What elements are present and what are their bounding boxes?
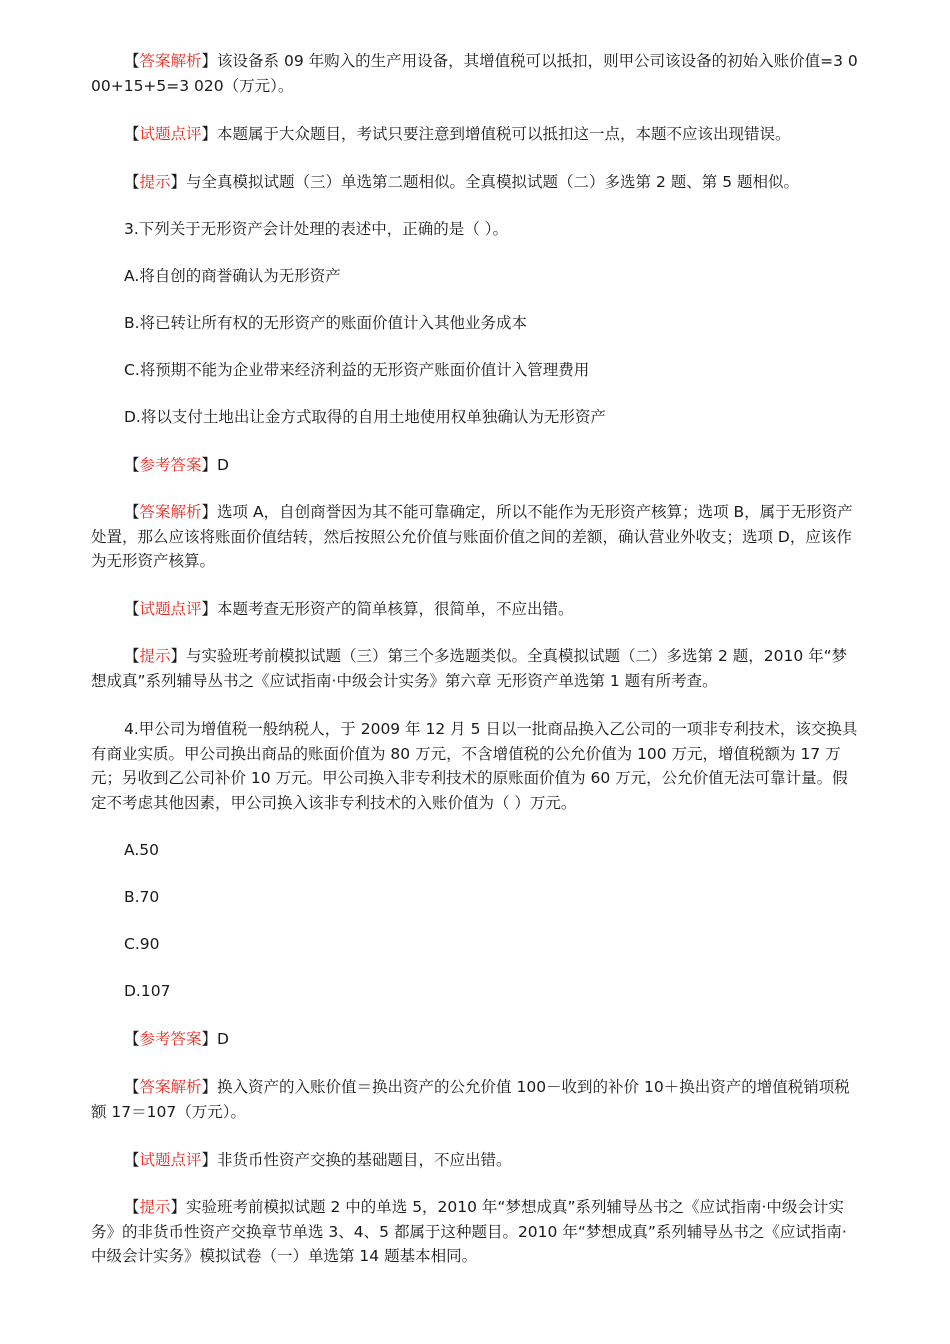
comment-label: 试题点评 xyxy=(139,600,202,618)
option-c: C.将预期不能为企业带来经济利益的无形资产账面价值计入管理费用 xyxy=(124,361,590,379)
option-d: D.107 xyxy=(124,982,171,1000)
reference-answer-text: D xyxy=(217,456,229,474)
comment-label: 试题点评 xyxy=(139,1151,202,1169)
hint-block: 【提示】与实验班考前模拟试题（三）第三个多选题类似。全真模拟试题（二）多选第 2 题，2010 年“梦想成真”系列辅导丛书之《应试指南·中级会计实务》第六章 无形资产单选第 1 题有所考查。 xyxy=(91,647,848,690)
answer-analysis-block: 【答案解析】该设备系 09 年购入的生产用设备，其增值税可以抵扣，则甲公司该设备的初始入账价值=3 000+15+5=3 020（万元）。 xyxy=(91,52,858,95)
option-c: C.90 xyxy=(124,935,160,953)
answer-analysis-block: 【答案解析】换入资产的入账价值＝换出资产的公允价值 100－收到的补价 10＋换出资产的增值税销项税额 17＝107（万元）。 xyxy=(91,1078,850,1121)
comment-block: 【试题点评】非货币性资产交换的基础题目，不应出错。 xyxy=(124,1151,512,1169)
reference-answer-text: D xyxy=(217,1030,229,1048)
hint-text: 与实验班考前模拟试题（三）第三个多选题类似。全真模拟试题（二）多选第 2 题，2010 年“梦想成真”系列辅导丛书之《应试指南·中级会计实务》第六章 无形资产单选第 1 题有所考查。 xyxy=(91,647,848,690)
hint-label: 提示 xyxy=(139,173,171,191)
answer-analysis-text: 该设备系 09 年购入的生产用设备，其增值税可以抵扣，则甲公司该设备的初始入账价值=3 000+15+5=3 020（万元）。 xyxy=(91,52,858,95)
comment-block: 【试题点评】本题考查无形资产的简单核算，很简单，不应出错。 xyxy=(124,600,574,618)
hint-block: 【提示】实验班考前模拟试题 2 中的单选 5，2010 年“梦想成真”系列辅导丛书之《应试指南·中级会计实务》的非货币性资产交换章节单选 3、4、5 都属于这种题目。2010 年“梦想成真”系列辅导丛书之《应试指南·中级会计实务》模拟试卷（一）单选第 14 题基本相同。 xyxy=(91,1198,847,1265)
comment-text: 本题考查无形资产的简单核算，很简单，不应出错。 xyxy=(217,600,574,618)
answer-analysis-label: 答案解析 xyxy=(139,503,202,521)
reference-answer-label: 参考答案 xyxy=(139,1030,202,1048)
option-a: A.50 xyxy=(124,841,159,859)
answer-analysis-label: 答案解析 xyxy=(139,52,202,70)
reference-answer-block: 【参考答案】D xyxy=(124,456,229,474)
option-b: B.将已转让所有权的无形资产的账面价值计入其他业务成本 xyxy=(124,314,528,332)
hint-text: 与全真模拟试题（三）单选第二题相似。全真模拟试题（二）多选第 2 题、第 5 题相似。 xyxy=(186,173,799,191)
answer-analysis-label: 答案解析 xyxy=(139,1078,202,1096)
hint-label: 提示 xyxy=(139,647,171,665)
reference-answer-label: 参考答案 xyxy=(139,456,202,474)
reference-answer-block: 【参考答案】D xyxy=(124,1030,229,1048)
comment-text: 非货币性资产交换的基础题目，不应出错。 xyxy=(217,1151,512,1169)
answer-analysis-text: 换入资产的入账价值＝换出资产的公允价值 100－收到的补价 10＋换出资产的增值税销项税额 17＝107（万元）。 xyxy=(91,1078,850,1121)
answer-analysis-block: 【答案解析】选项 A，自创商誉因为其不能可靠确定，所以不能作为无形资产核算；选项 B，属于无形资产处置，那么应该将账面价值结转，然后按照公允价值与账面价值之间的差额，确认营业外收支；选项 D，应该作为无形资产核算。 xyxy=(91,503,853,570)
hint-block: 【提示】与全真模拟试题（三）单选第二题相似。全真模拟试题（二）多选第 2 题、第 5 题相似。 xyxy=(124,173,799,191)
option-d: D.将以支付土地出让金方式取得的自用土地使用权单独确认为无形资产 xyxy=(124,408,606,426)
answer-analysis-text: 选项 A，自创商誉因为其不能可靠确定，所以不能作为无形资产核算；选项 B，属于无形资产处置，那么应该将账面价值结转，然后按照公允价值与账面价值之间的差额，确认营业外收支；选项 D，应该作为无形资产核算。 xyxy=(91,503,853,570)
comment-text: 本题属于大众题目，考试只要注意到增值税可以抵扣这一点，本题不应该出现错误。 xyxy=(217,125,791,143)
question-4: 4.甲公司为增值税一般纳税人，于 2009 年 12 月 5 日以一批商品换入乙公司的一项非专利技术，该交换具有商业实质。甲公司换出商品的账面价值为 80 万元，不含增值税的公允价值为 100 万元，增值税额为 17 万元；另收到乙公司补价 10 万元。甲公司换入非专利技术的原账面价值为 60 万元，公允价值无法可靠计量。假定不考虑其他因素，甲公司换入该非专利技术的入账价值为（ ）万元。 xyxy=(91,720,858,812)
question-3: 3.下列关于无形资产会计处理的表述中，正确的是（ ）。 xyxy=(124,220,508,238)
hint-label: 提示 xyxy=(139,1198,171,1216)
comment-label: 试题点评 xyxy=(139,125,202,143)
option-a: A.将自创的商誉确认为无形资产 xyxy=(124,267,341,285)
hint-text: 实验班考前模拟试题 2 中的单选 5，2010 年“梦想成真”系列辅导丛书之《应试指南·中级会计实务》的非货币性资产交换章节单选 3、4、5 都属于这种题目。2010 年“梦想成真”系列辅导丛书之《应试指南·中级会计实务》模拟试卷（一）单选第 14 题基本相同。 xyxy=(91,1198,847,1265)
option-b: B.70 xyxy=(124,888,160,906)
comment-block: 【试题点评】本题属于大众题目，考试只要注意到增值税可以抵扣这一点，本题不应该出现错误。 xyxy=(124,125,791,143)
